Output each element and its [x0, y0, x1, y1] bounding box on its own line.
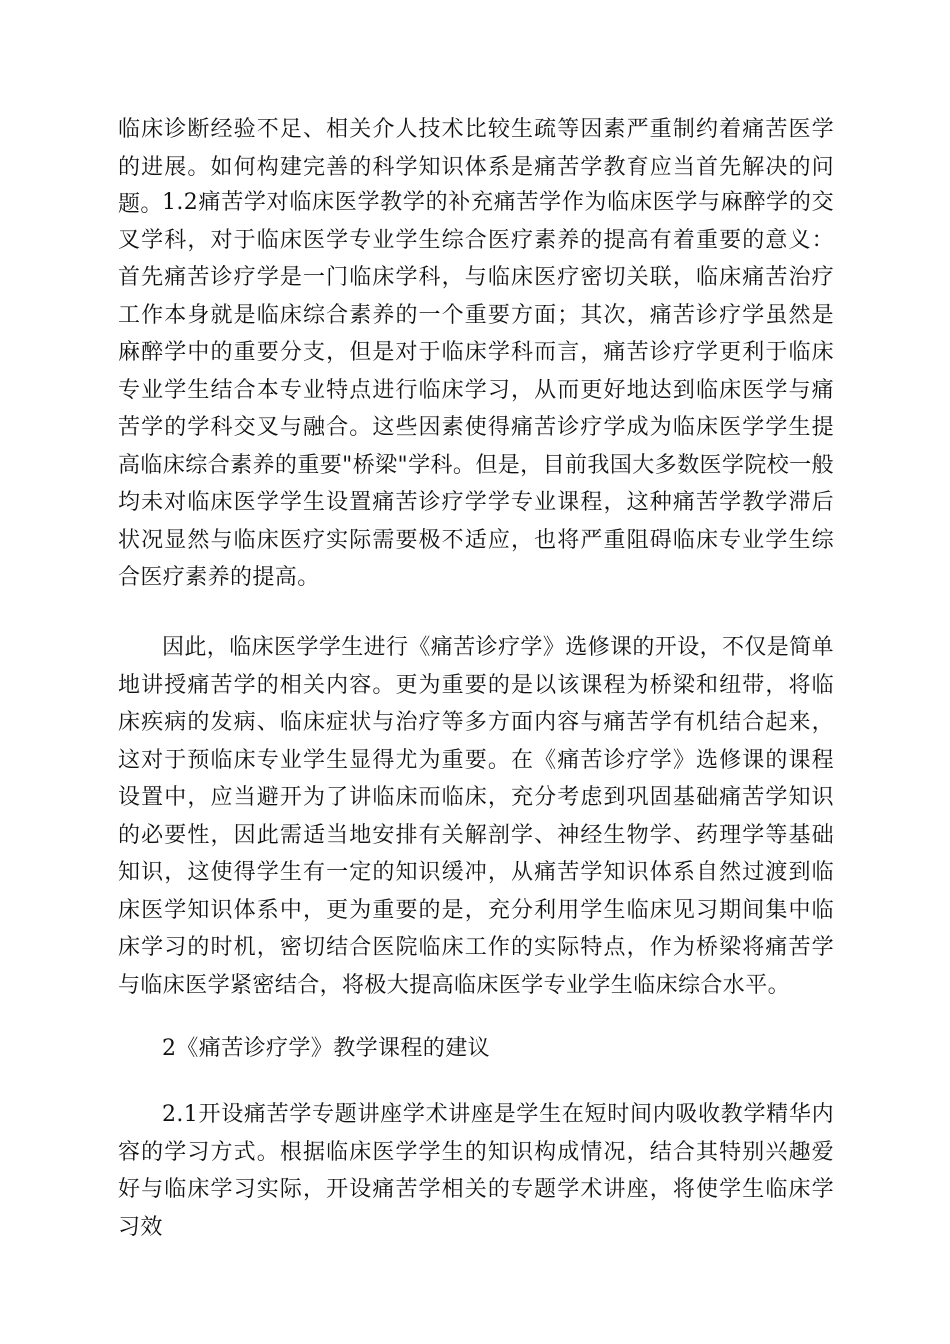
- paragraph-section-2-1: 2.1开设痛苦学专题讲座学术讲座是学生在短时间内吸收教学精华内容的学习方式。根据临床医学学生的知识构成情况，结合其特别兴趣爱好与临床学习实际，开设痛苦学相关的专题学术讲座，将使学生临床学习效: [118, 1102, 834, 1240]
- section-heading-2: 2《痛苦诊疗学》教学课程的建议: [162, 1036, 490, 1061]
- paragraph-therefore: 因此，临床医学学生进行《痛苦诊疗学》选修课的开设，不仅是简单地讲授痛苦学的相关内容。更为重要的是以该课程为桥梁和纽带，将临床疾病的发病、临床症状与治疗等多方面内容与痛苦学有机结合起来，这对于预临床专业学生显得尤为重要。在《痛苦诊疗学》选修课的课程设置中，应当避开为了讲临床而临床，充分考虑到巩固基础痛苦学知识的必要性，因此需适当地安排有关解剖学、神经生物学、药理学等基础知识，这使得学生有一定的知识缓冲，从痛苦学知识体系自然过渡到临床医学知识体系中，更为重要的是，充分利用学生临床见习期间集中临床学习的时机，密切结合医院临床工作的实际特点，作为桥梁将痛苦学与临床医学紧密结合，将极大提高临床医学专业学生临床综合水平。: [118, 635, 835, 998]
- paragraph-section-1-2: 1.2痛苦学对临床医学教学的补充痛苦学作为临床医学与麻醉学的交叉学科，对于临床医学专业学生综合医疗素养的提高有着重要的意义：首先痛苦诊疗学是一门临床学科，与临床医疗密切关联，临床痛苦治疗工作本身就是临床综合素养的一个重要方面；其次，痛苦诊疗学虽然是麻醉学中的重要分支，但是对于临床学科而言，痛苦诊疗学更利于临床专业学生结合本专业特点进行临床学习，从而更好地达到临床医学与痛苦学的学科交叉与融合。这些因素使得痛苦诊疗学成为临床医学学生提高临床综合素养的重要"桥梁"学科。但是，目前我国大多数医学院校一般均未对临床医学学生设置痛苦诊疗学学专业课程，这种痛苦学教学滞后状况显然与临床医疗实际需要极不适应，也将严重阻碍临床专业学生综合医疗素养的提高。: [118, 190, 834, 590]
- paragraph-continuation: 临床诊断经验不足、相关介人技术比较生疏等因素严重制约着痛苦医学的进展。如何构建完善的科学知识体系是痛苦学教育应当首先解决的问题。: [118, 117, 834, 217]
